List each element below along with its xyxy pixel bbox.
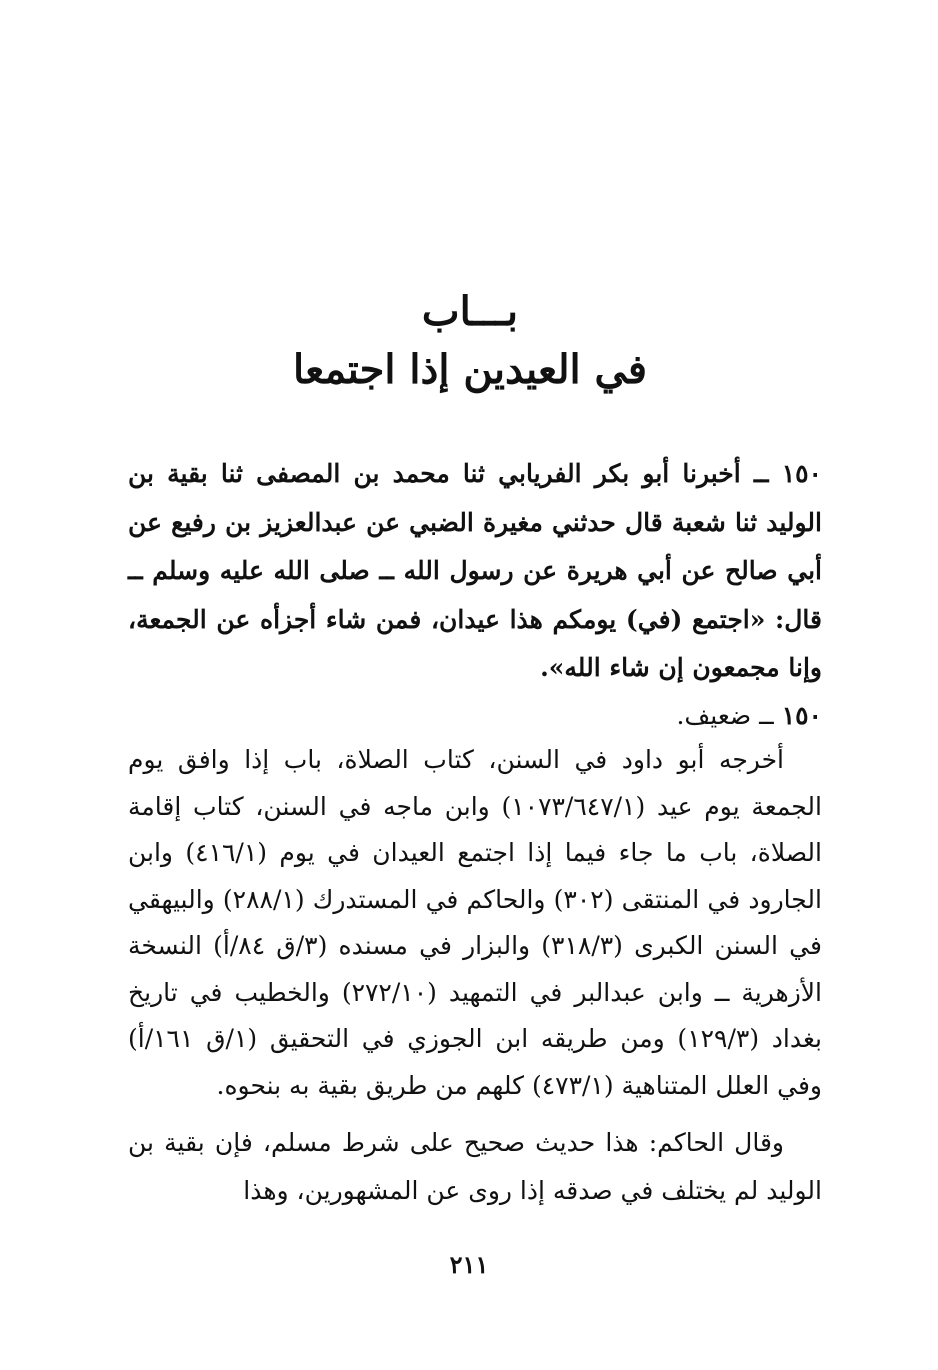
chapter-label: بـــاب: [421, 288, 519, 335]
hakim-paragraph: وقال الحاكم: هذا حديث صحيح على شرط مسلم، فإن بقية بن الوليد لم يختلف في صدقه إذا روى عن المشهورين، وهذا: [128, 1128, 822, 1205]
grade-text: ــ ضعيف.: [676, 701, 774, 730]
hadith-text: ــ أخبرنا أبو بكر الفريابي ثنا محمد بن المصفى ثنا بقية بن الوليد ثنا شعبة قال حدثني مغيرة الضبي عن عبدالعزيز بن رفيع عن أبي صالح عن أبي هريرة عن رسول الله ــ صلى الله عليه وسلم ــ قال: «اجتمع (في) يومكم هذا عيدان، فمن شاء أجزأه عن الجمعة، وإنا مجمعون إن شاء الله».: [128, 459, 822, 682]
grade-number: ١٥٠: [781, 701, 822, 730]
chapter-title: في العيدين إذا اجتمعا: [292, 346, 648, 393]
hadith-grade: [128, 692, 822, 740]
page-number: ٢١١: [449, 1250, 489, 1279]
takhrij-paragraph: أخرجه أبو داود في السنن، كتاب الصلاة، باب إذا وافق يوم الجمعة يوم عيد (١٠٧٣/٦٤٧/١) وابن ماجه في السنن، كتاب إقامة الصلاة، باب ما جاء فيما إذا اجتمع العيدان في يوم (٤١٦/١) وابن الجارود في المنتقى (٣٠٢) والحاكم في المستدرك (٢٨٨/١) والبيهقي في السنن الكبرى (٣١٨/٣) والبزار في مسنده (٣/ق ٨٤/أ) النسخة الأزهرية ــ وابن عبدالبر في التمهيد (٢٧٢/١٠) والخطيب في تاريخ بغداد (١٢٩/٣) ومن طريقه ابن الجوزي في التحقيق (١/ق ١٦١/أ) وفي العلل المتناهية (٤٧٣/١) كلهم من طريق بقية به بنحوه.: [128, 745, 823, 1100]
hadith-number: ١٥٠: [781, 459, 822, 488]
hadith-text-block: [128, 450, 822, 693]
